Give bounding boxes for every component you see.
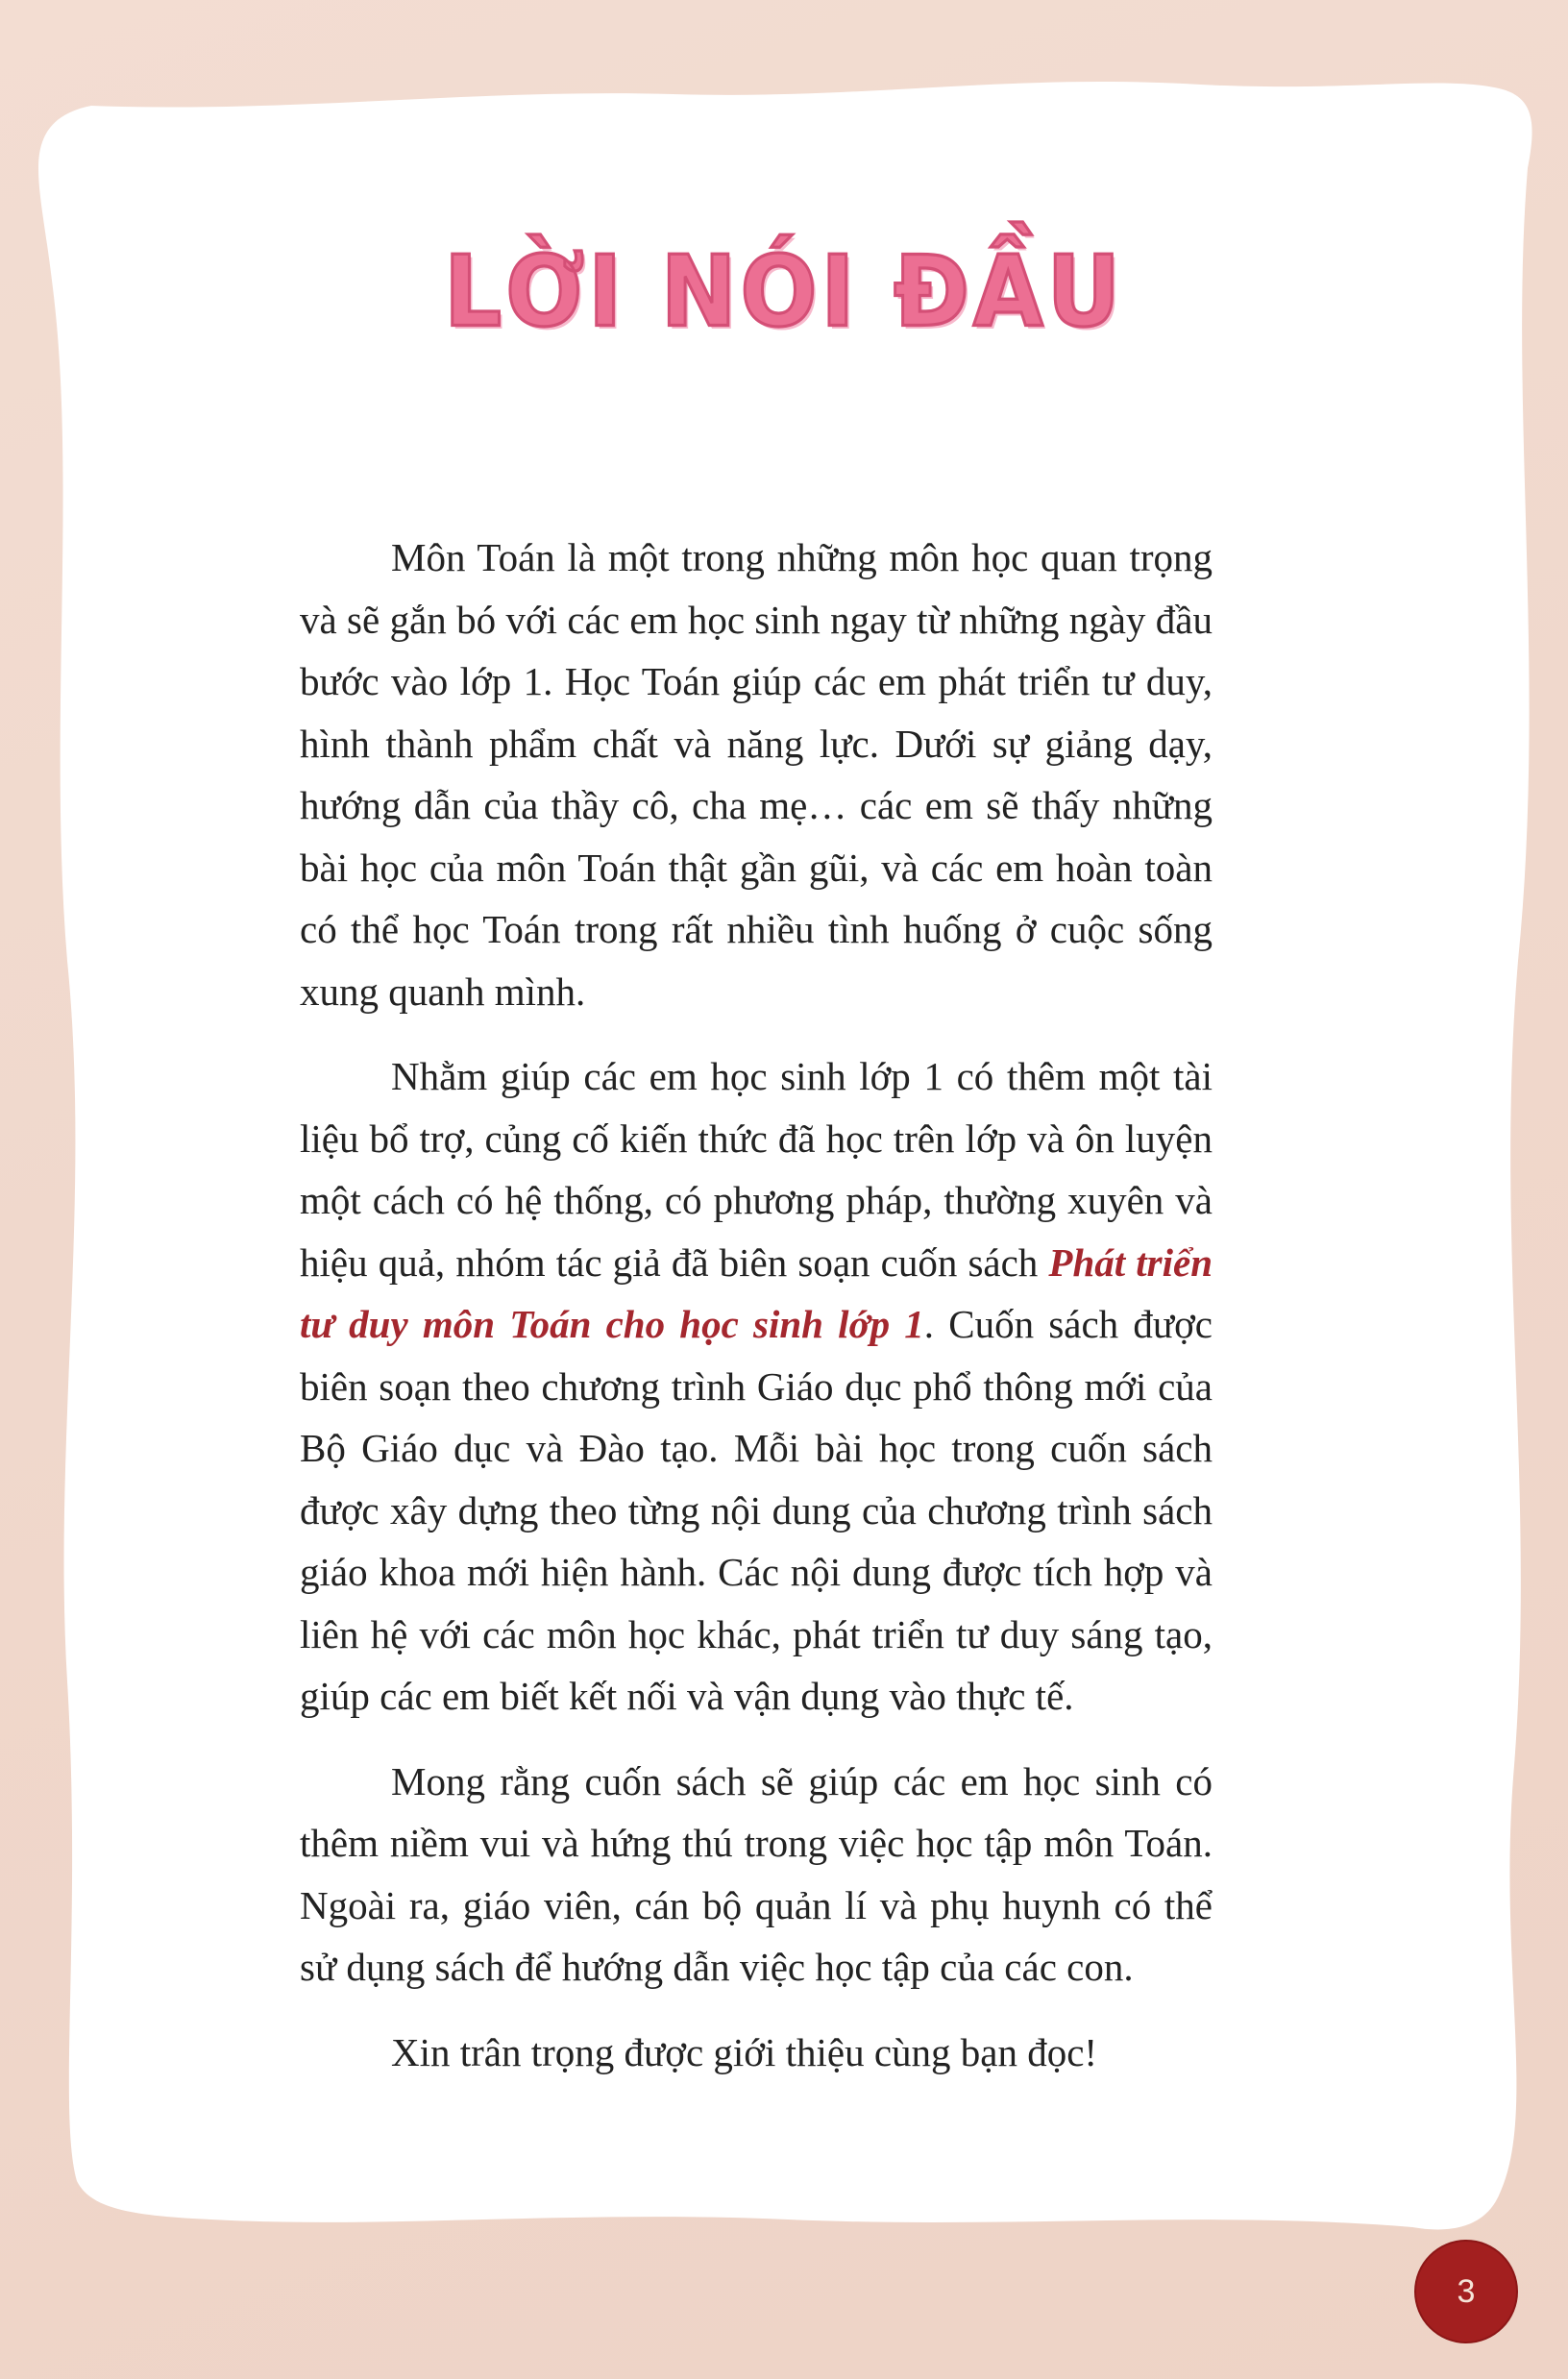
page-number-badge: 3 xyxy=(1416,2242,1516,2342)
paragraph-1: Môn Toán là một trong những môn học quan trọng và sẽ gắn bó với các em học sinh ngay từ những ngày đầu bước vào lớp 1. Học Toán giúp các em phát triển tư duy, hình thành phẩm chất và năng lực. Dưới sự giảng dạy, hướng dẫn của thầy cô, cha mẹ… các em sẽ thấy những bài học của môn Toán thật gần gũi, và các em hoàn toàn có thể học Toán trong rất nhiều tình huống ở cuộc sống xung quanh mình. xyxy=(300,535,1213,1014)
paragraph-2-rest: . Cuốn sách được biên soạn theo chương trình Giáo dục phổ thông mới của Bộ Giáo dục và Đào tạo. Mỗi bài học trong cuốn sách được xây dựng theo từng nội dung của chương trình sách giáo khoa mới hiện hành. Các nội dung được tích hợp và liên hệ với các môn học khác, phát triển tư duy sáng tạo, giúp các em biết kết nối và vận dụng vào thực tế. xyxy=(300,1302,1213,1718)
preface-body xyxy=(300,527,1213,2106)
closing-line: Xin trân trọng được giới thiệu cùng bạn đọc! xyxy=(391,2029,1098,2074)
paragraph-2-intro: Nhằm giúp các em học sinh lớp 1 có thêm một tài liệu bổ trợ, củng cố kiến thức đã học trên lớp và ôn luyện một cách có hệ thống, có phương pháp, thường xuyên và hiệu quả, nhóm tác giả đã biên soạn cuốn sách xyxy=(300,1054,1213,1285)
paragraph-2 xyxy=(300,1045,1213,1728)
paragraph-3: Mong rằng cuốn sách sẽ giúp các em học sinh có thêm niềm vui và hứng thú trong việc học tập môn Toán. Ngoài ra, giáo viên, cán bộ quản lí và phụ huynh có thể sử dụng sách để hướng dẫn việc học tập của các con. xyxy=(300,1758,1213,1989)
book-title: Phát triển tư duy môn Toán cho học sinh lớp 1 xyxy=(300,1239,1213,1346)
page-title: LỜI NÓI ĐẦU xyxy=(444,235,1124,350)
